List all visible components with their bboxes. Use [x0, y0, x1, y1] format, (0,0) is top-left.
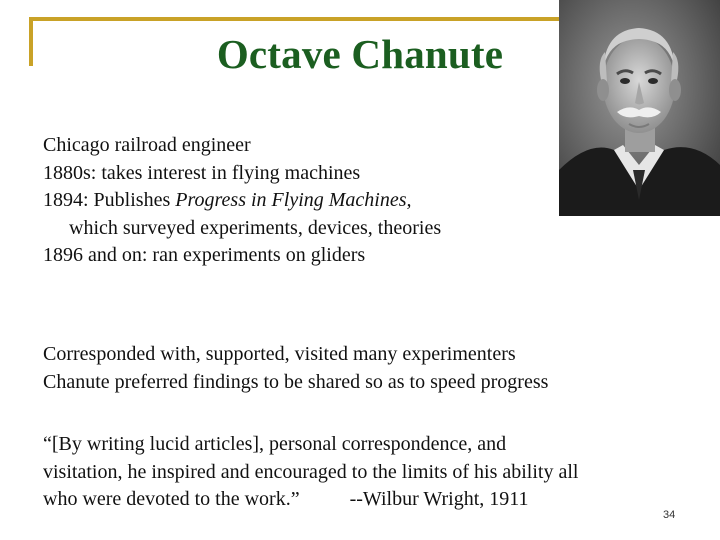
portrait-photo	[559, 0, 720, 216]
list-item: 1880s: takes interest in flying machines	[43, 161, 361, 184]
list-item: Chanute preferred findings to be shared so as to speed progress	[43, 370, 549, 393]
list-item: Chicago railroad engineer	[43, 134, 251, 156]
quote-line: visitation, he inspired and encouraged to the limits of his ability all	[43, 460, 579, 483]
quote-text: who were devoted to the work.”	[43, 488, 300, 510]
list-item: 1896 and on: ran experiments on gliders	[43, 244, 366, 266]
title-bracket-horizontal	[29, 17, 570, 21]
collaboration-list	[43, 341, 548, 396]
book-title: Progress in Flying Machines,	[175, 189, 412, 211]
quote-line: “[By writing lucid articles], personal correspondence, and	[43, 433, 507, 455]
quote-block	[43, 431, 693, 514]
quote-line-last	[43, 486, 693, 514]
quote-attribution: --Wilbur Wright, 1911	[349, 488, 529, 510]
list-item-prefix: 1894: Publishes	[43, 189, 176, 211]
slide-title: Octave Chanute	[216, 31, 504, 77]
portrait-icon	[559, 0, 720, 216]
list-item: Corresponded with, supported, visited many experimenters	[43, 343, 516, 365]
biography-list	[43, 132, 441, 270]
slide-number: 34	[663, 509, 676, 521]
list-item	[43, 187, 441, 215]
list-item-continuation: which surveyed experiments, devices, theories	[69, 216, 442, 239]
